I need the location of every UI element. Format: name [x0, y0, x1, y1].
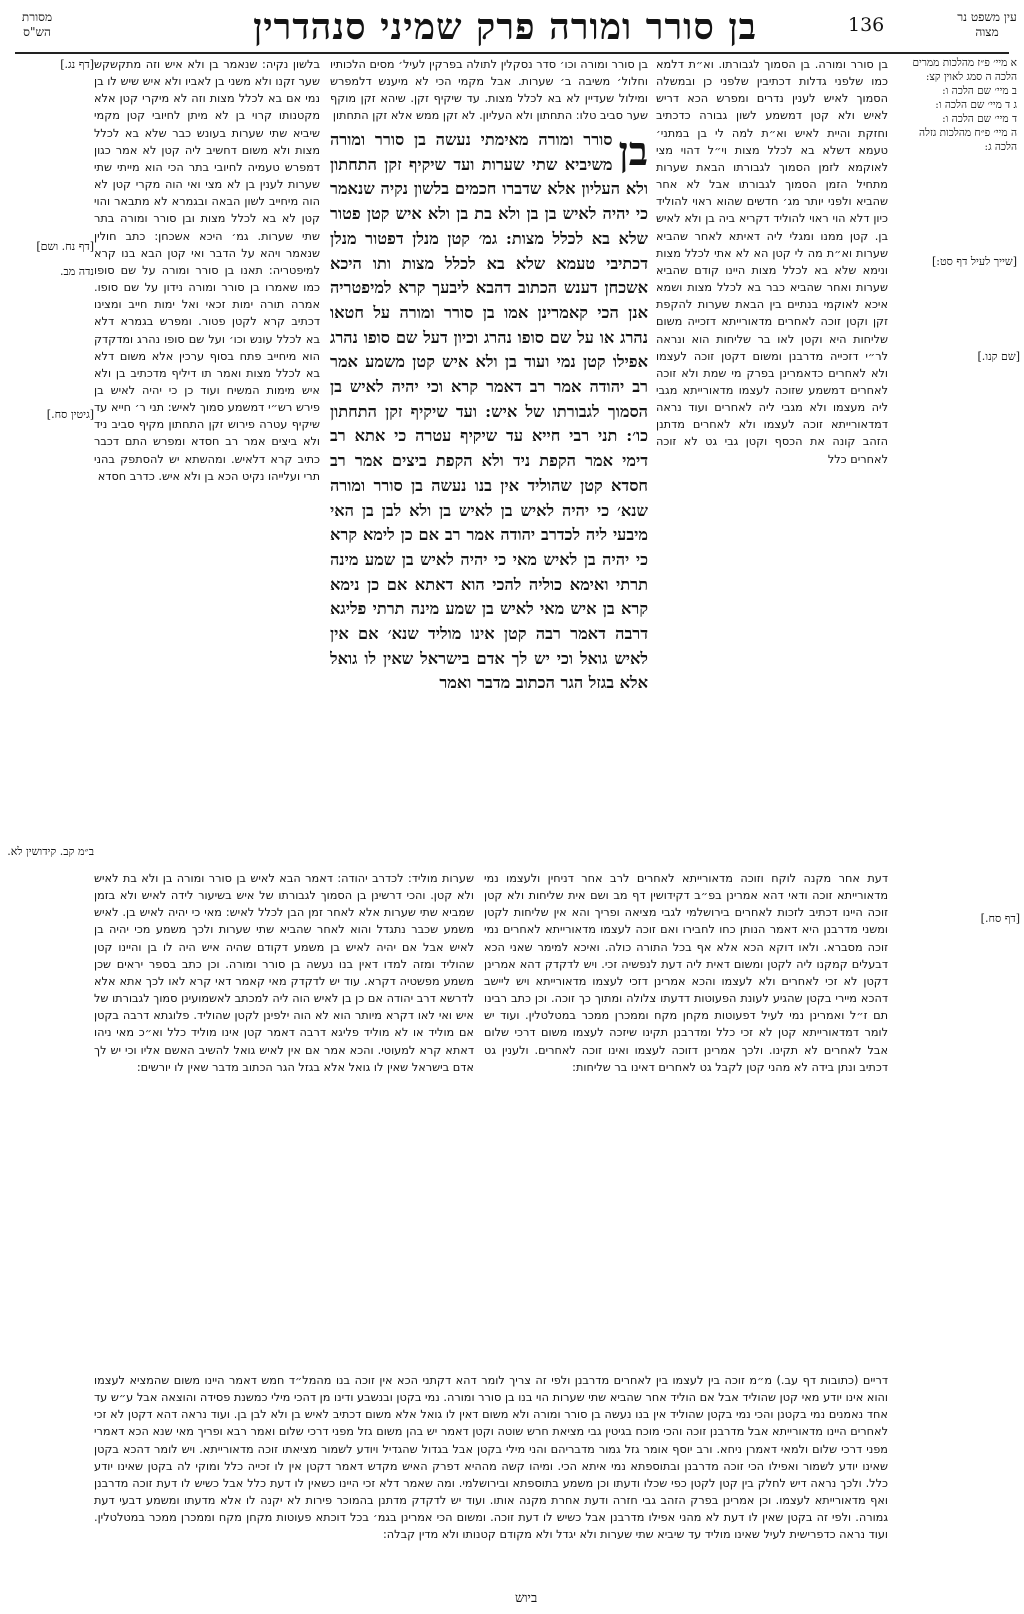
page-number: 136: [848, 14, 885, 36]
ein-mishpat-text: ב מיי׳ שם הלכה ו:: [942, 85, 1017, 97]
ein-mishpat-item: [895, 98, 1017, 112]
masoret-note: ב״מ קב. קידושין לא.: [7, 845, 94, 858]
masoret-note: [דף סח.]: [980, 912, 1020, 925]
header-divider: [15, 52, 1009, 54]
ein-mishpat-item: [895, 84, 1017, 98]
ein-mishpat-reference: [שייך לעיל דף סט:]: [931, 255, 1017, 268]
ein-mishpat-item: [895, 126, 1017, 154]
commentary-bottom-full: דריים (כתובות דף עב.) מ״מ זוכה בין לעצמו בין לאחרים מדרבנן ולפי זה צריך לומר דהא דקתני הכא אין זוכה בנו מהמל״ד חמש דאמר היינו משום שהמציא לעצמו והוא אינו יודע מאי קטן שהוליד אבל אם הוליד אחר שהביא שתי שערות הוי בנו בן סורר ומורה. נמי בקטן ובנשבע ודינו מן דהכי מילי כמשנת פסידה והוצאה אבל ע״ש עד אחד נאמנים נמי בקטנן והכי נמי בקטן שהוליד אין בנו נעשה בן סורר ומורה ולא משום דאין לו גואל אלא משום דכתיב לאיש בן ולא לבן בן. ועוד נראה דהא דקטן לא זכי לאחרים היינו מדאורייתא אבל מדרבנן זוכה והכי מוכח בגיטין גבי מציאת חרש שוטה וקטן דאמר יש בהן משום גזל מפני דרכי שלום ואמר רבא ופריך מאי שנא הכא דאמרי מפני דרכי שלום ולמאי דאמרן ניחא. ורב יוסף אומר גזל גמור מדבריהם והני מילי בקטן אבל בגדול שהגדיל ויודע לשמור מציאתו זוכה מדאורייתא. ויש לומר דהכא בקטן שאינו יודע לשמור ואפילו הכי זוכה מדרבנן ובתוספתא נמי איתא הכי. ומיהו קשה מההיא דפרק האיש מקדש דאמר דקטן אין לו זכייה כלל ומוקי לה בקטן שאינו יודע כלל. ולכך נראה דיש לחלק בין קטן לקטן כפי שכלו ודעתו וכן משמע בתוספתא ובירושלמי. ומה שאמר דלא זכי היינו כשאין לו דעת כלל אבל כשיש לו דעת זוכה מדרבנן ואף מדאורייתא לעצמו. וכן אמרינן בפרק הזהב גבי חזרה ודעת אחרת מקנה אותו. ועוד יש לדקדק מדתנן בהמוכר פירות לא יקנה לו אלא מדעתו ומשמע דבעי דעת גמורה. ולפי זה בקטן שאין לו דעת לא מהני אפילו מדרבנן אבל כשיש לו דעת זוכה. ומשום הכי אמרינן בגמ׳ בכל דוכתא פעוטות מקחן מקח וממכרן ממכר במטלטלין. ועוד נראה כדפרישית לעיל שאינו מוליד עד שיביא שתי שערות ולא יגדל ולא מקודם קטנותו ולא מדין קבלה:: [94, 1374, 888, 1542]
ein-mishpat-text: ה מיי׳ פ״ח מהלכות גזלה הלכה ג:: [919, 127, 1017, 153]
masoret-hashas-label: מסורת הש"ס: [21, 10, 53, 39]
commentary-upper-band: בן סורר ומורה וכו׳ סדר נסקלין לתולה בפרקין לעיל׳ מסים הלכותיו וחלול׳ משיבה ב׳ שערות. אבל מקמי הכי לא מיענש דלמפרש ומילול שעדיין לא בא לכלל מצות. עד שיקיף זקן. שיהא זקן מוקף שער סביב טלו: התחתון ולא העליון. לא זקן ממש אלא זקן התחתון: [330, 58, 648, 122]
ein-mishpat-item: [895, 112, 1017, 126]
masoret-note: [שם קנו.]: [977, 350, 1020, 363]
gemara-body: סורר ומורה מאימתי נעשה בן סורר ומורה משיביא שתי שערות ועד שיקיף זקן התחתון ולא העליון אלא שדברו חכמים בלשון נקיה שנאמר כי יהיה לאיש בן בן ולא בת בן ולא איש קטן פטור שלא בא לכלל מצות: גמ׳ קטן מנלן דפטור מנלן דכתיבי טעמא שלא בא לכלל מצות ותו היכא אשכחן דענש הכתוב דהבא ליבעך קרא למיפטריה אנן הכי קאמרינן אמו בן סורר ומורה על חטאו נהרג או על שם סופו נהרג וכיון דעל שם סופו נהרג אפילו קטן נמי ועוד בן ולא איש קטן משמע אמר רב יהודה אמר רב דאמר קרא וכי יהיה לאיש בן הסמוך לגבורתו של איש: ועד שיקיף זקן התחתון כו׳: תני רבי חייא עד שיקיף עטרה כי אתא רב דימי אמר הקפת ניד ולא הקפת ביצים אמר רב חסדא קטן שהוליד אין בנו נעשה בן סורר ומורה שנא׳ כי יהיה לאיש בן לאיש בן ולא לבן בן האי מיבעי ליה לכדרב יהודה אמר רב אם כן לימא קרא כי יהיה בן לאיש מאי כי יהיה לאיש בן שמע מינה תרתי ואימא כוליה להכי הוא דאתא אם כן נימא קרא בן איש מאי לאיש בן שמע מינה תרתי פליגא דרבה דאמר רבה קטן אינו מוליד שנא׳ אם אין לאיש גואל וכי יש לך אדם בישראל שאין לו גואל אלא בגזל הגר הכתוב מדבר ואמר: [330, 130, 648, 693]
masoret-note: נדה מב.: [59, 265, 94, 278]
catchword: ביוש: [515, 1591, 538, 1606]
tosafot-commentary: בלשון נקיה: שנאמר בן ולא איש וזה מתקשקש שער זקנו ולא משני בן לאביו ולא איש שיש לו בן נמי אם בא לכלל מצות וזה לא מיקרי קטן אלא מקטנותו קרוי בן לא מיתן לחיובי קטן מקמי שיביא שתי שערות בעונש כבר שלא בא לכלל מצות ולא משום דחשיב ליה קטן לא אמר כגון דמפרש טעמיה לחיובי בתר הכי הוא מייתי שתי שערות לענין בן לא מצי ואי הוה מקרי קטן לא הוה מיחייב לשון הבאה ובגמרא לא מתבאר והוי קטן לא בא לכלל מצות ובן סורר ומורה בתר שתי שערות. גמ׳ היכא אשכחן: כתב חולין שנאמר ויהא על הדבר ואי קטן הבא בנו קרא למיפטריה: תאנו בן סורר ומורה על שם סופו כמו שאמרו בן סורר ומורה נידון על שם סופו. אמרה תורה ימות זכאי ואל ימות חייב ומצינו דכתיב קרא לקטן פטור. ומפרש בגמרא דלא בא לכלל עונש וכו׳ ועל שם סופו נהרג ומדקדק הוא מיחייב פתח בסוף ערכין אלא משום דלא בא לכלל מצות ואמר תו דיליף מדכתיב בן ולא איש מימות המשיח ועוד כן כי יהיה לאיש בן פירש רש״י דמשמע סמוך לאיש: תני ר׳ חייא עד שיקיף עטרה פירוש זקן התחתון מקיף סביב ניד ולא ביצים אמר רב חסדא ומפרש התם דכבר כתיב קרא דלאיש. ומהשתא יש להסתפק בהני תרי ועלייהו נקיט הכא בן ולא איש. כדרב חסדא: [94, 58, 320, 483]
masoret-note: [גיטין סח.]: [46, 408, 94, 421]
masoret-note: [דף נג.]: [60, 58, 94, 71]
ein-mishpat-text: ג ד מיי׳ שם הלכה ו:: [935, 99, 1017, 111]
ein-mishpat-item: [895, 56, 1017, 84]
rashi-commentary: בן סורר ומורה. בן הסמוך לגבורתו. וא״ת דלמא כמו שלפני גדלות דכתיבין שלפני כן ובמשלה הסמוך לאיש לענין נדרים ומפרש הכא דריש לאיש ולא קטן דמשמע לשון גבורה כדכתיב וחזקת והיית לאיש וא״ת למה לי בן במתני׳ טעמא דשלא בא לכלל מצות וי״ל דהוי מצי לאוקמא לזמן הסמוך לגבורתו הבאת שערות מתחיל הזמן הסמוך לגבורתו אבל לא אחר שהביא ולפני יותר מג׳ חדשים שהוא ראוי להוליד כיון דלא הוי ראוי להוליד דקריא ביה בן ולא לאיש בן. קטן ממנו ומגלי ליה דאיתא לאחר שהביא שערות וא״ת מה לי קטן הא לא אתי לכלל מצות ונימא שלא בא לכלל מצות היינו קודם שהביא שערות ואחר שהביא כבר בא לכלל מצות ושמא איכא לאוקמי בנתיים בין הבאת שערות להקפת זקן וקטן זוכה לאחרים מדאורייתא דזכייה משום שליחות היא וקטן לאו בר שליחות הוא ונראה לר״י דזכייה מדרבנן ומשום דקטן זוכה לעצמו ולא לאחרים כדאמרינן בפרק מי שמת ולא זוכה לאחרים דמשמע שזוכה לעצמו מדאורייתא מגבי ליה מעצמו ולא מגבי ליה לאחרים ועוד נראה דמדאורייתא זוכה לעצמו ולא לאחרים מדתנן הזהב קונה את הכסף וקטן גבי גט לא זוכה לאחרים כלל: [656, 58, 888, 466]
ein-mishpat-text: ד מיי׳ שם הלכה ו:: [942, 113, 1017, 125]
ein-mishpat-text: א מיי׳ פ״ז מהלכות ממרים הלכה ה סמג לאוין קצ:: [912, 57, 1017, 83]
gemara-text: [330, 128, 648, 867]
tosafot-continuation: שערות מוליד: לכדרב יהודה: דאמר הבא לאיש בן סורר ומורה בן ולא בת לאיש ולא קטן. והכי דרשינן בן הסמוך לגבורתו של איש בשיעור לידה לאיש ולא בזמן שמביא שתי שערות אלא לאחר זמן הבן לכלל לאיש: מאי כי יהיה לאיש בן. לאיש משמע שכבר נתגדל והוא לאחר שהביא שתי שערות ולכך משמע מכי יהיה בן לאיש אבל אם יהיה לאיש בן משמע דקודם שהיה איש היה לו בן והיינו קטן שהוליד ומזה למדו דאין בנו נעשה בן סורר ומורה. וכן כתב בספר יראים שכן משמע מפשטיה דקרא. עוד יש לדקדק מאי קאמר דאי קרא לאו לכך אתא אלא לדרשא דרב יהודה אם כן בן לאיש הוה ליה למכתב לאשמועינן סמוך לגבורתו של איש ואי לאו דקרא מיותר הוא לא הוה ילפינן לקטן שהוליד. פלוגתא דרבה בקטן אם מוליד או לא מוליד פליגא דרבה דאמר קטן אינו מוליד כלל וא״כ מאי ניהו דאתא קרא למעוטי. והכא אמר אם אין לאיש גואל להשיב האשם אליו וכי יש לך אדם בישראל שאין לו גואל אלא בגזל הגר הכתוב מדבר שאין לו יורשים:: [94, 872, 474, 1074]
masoret-note: [דף נח. ושם]: [36, 240, 94, 253]
ein-mishpat-label: עין משפט נר מצוה: [957, 10, 1017, 39]
ein-mishpat-column: [895, 56, 1017, 154]
page-title: בן סורר ומורה פרק שמיני סנהדרין: [253, 6, 757, 48]
rashi-continuation: דעת אחר מקנה לוקח וזוכה מדאורייתא לאחרים לרב אחר דניחין ולעצמו נמי מדאורייתא זוכה ודאי דהא אמרינן בפ״ב דקידושין דף מב ושם אית שליחות ולא קטן זוכה היינו דכתיב לזכות לאחרים בירושלמי לגבי מציאה ופריך והא אין שליחות לקטן ומשני מדרבנן היא דאמר הנותן כחו לחבירו ואם זוכה לעצמו מדאורייתא לאחרים נמי זוכה מסברא. ולאו דוקא הכא אלא אף בכל התורה כולה. ואיכא למימר שאני הכא דבעלים קמקנו ליה לקטן ומשום דאית ליה דעת לנפשיה זכי. ויש לדקדק דהא אמרינן דקטן לא זכי לאחרים ולא לעצמו והכא אמרינן דזכי לעצמו מדאורייתא ויש ליישב דהכא מיירי בקטן שהגיע לעונת הפעוטות דדעתו צלולה ומתוך כך זוכה. וכן כתב רבינו תם ז״ל ואמרינן נמי לעיל דפעוטות מקחן מקח וממכרן ממכר במטלטלין. ועוד יש לומר דמדאורייתא קטן לא זכי כלל ומדרבנן תקינו שיזכה לעצמו משום דרכי שלום אבל לאחרים לא תקינו. ולכך אמרינן דזוכה לעצמו ואינו זוכה לאחרים. ולענין גט דכתיב ונתן בידה לא מהני קטן לקבל גט לאחרים דאינו בר שליחות:: [484, 872, 888, 1074]
gemara-opening-word: בן: [618, 128, 648, 175]
